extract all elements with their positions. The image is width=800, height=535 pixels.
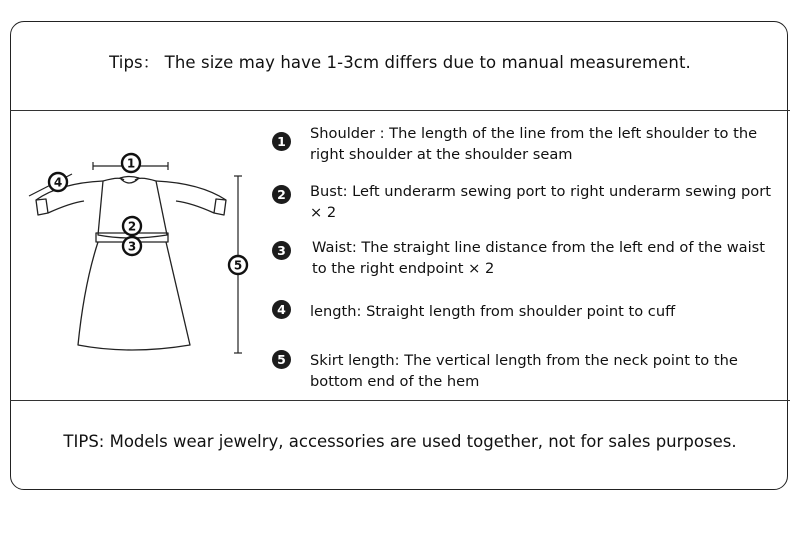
diagram-marker-2 [123, 217, 141, 235]
number-1-icon: 1 [272, 132, 291, 151]
svg-text:1: 1 [126, 156, 136, 171]
number-5-icon: 5 [272, 350, 291, 369]
diagram-marker-1 [122, 154, 140, 172]
svg-text:4: 4 [53, 175, 63, 190]
dress-diagram [20, 145, 260, 365]
measurement-description: Skirt length: The vertical length from the neck point to the bottom end of the hem [310, 352, 738, 390]
measurement-description: Shoulder : The length of the line from the left shoulder to the right shoulder at the shoulder seam [310, 125, 758, 163]
measurement-description: Waist: The straight line distance from the left end of the waist to the right endpoint × 2 [312, 239, 765, 277]
svg-text:2: 2 [127, 219, 137, 234]
measurement-description: Bust: Left underarm sewing port to right underarm sewing port × 2 [310, 183, 771, 221]
svg-text:5: 5 [233, 258, 243, 273]
number-2-icon: 2 [272, 185, 291, 204]
usage-tip: TIPS: Models wear jewelry, accessories are used together, not for sales purposes. [63, 432, 737, 451]
number-3-icon: 3 [272, 241, 291, 260]
number-4-icon: 4 [272, 300, 291, 319]
measurement-tip: Tips： The size may have 1-3cm differs due to manual measurement. [109, 53, 691, 72]
diagram-marker-3 [123, 237, 141, 255]
measurement-description: length: Straight length from shoulder point to cuff [310, 303, 676, 320]
svg-text:3: 3 [127, 239, 137, 254]
top-divider [10, 110, 790, 111]
bottom-divider [10, 400, 790, 401]
diagram-marker-5 [229, 256, 247, 274]
diagram-marker-4 [49, 173, 67, 191]
